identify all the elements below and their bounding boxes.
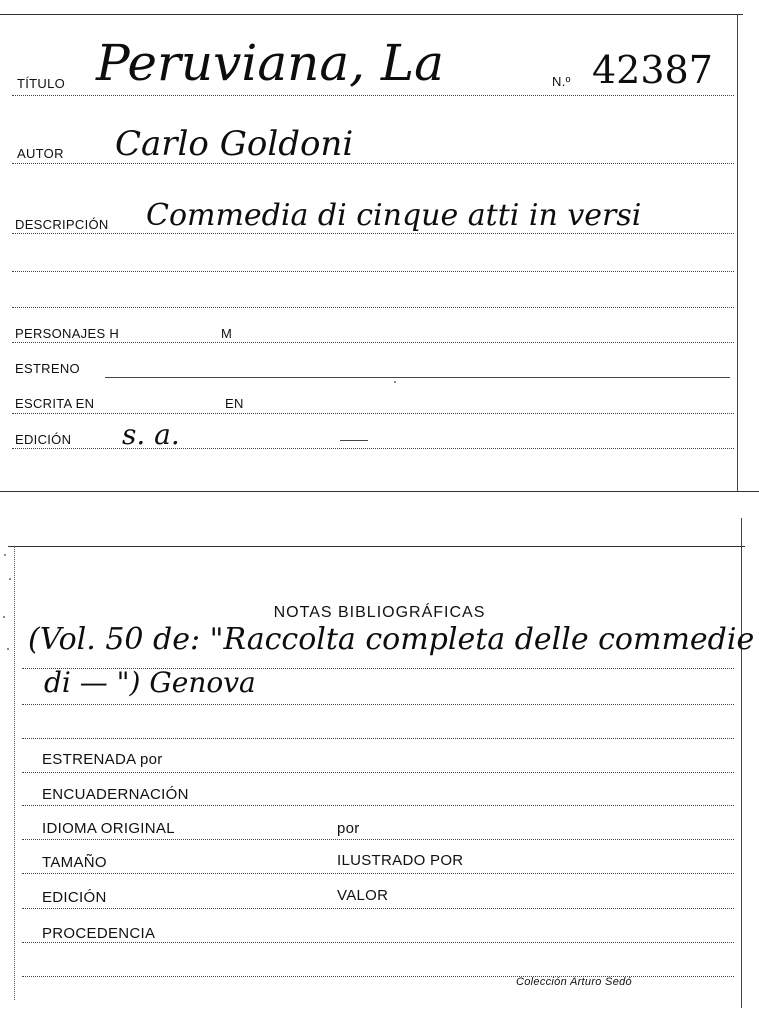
titulo-rule [12,95,734,96]
encuadernacion-rule [22,805,734,806]
bottom-card-top-edge [8,546,745,547]
notes-rule-3 [22,738,734,739]
speck-2 [9,578,11,580]
autor-value: Carlo Goldoni [115,124,354,164]
tamano-rule [22,873,734,874]
idioma-rule [22,839,734,840]
estreno-label: ESTRENO [15,361,80,376]
top-card-bottom-edge [0,491,759,492]
tamano-label: TAMAÑO [42,854,107,871]
notes-line-1: (Vol. 50 de: "Raccolta completa delle commedie [28,622,755,657]
idioma-label: IDIOMA ORIGINAL [42,820,175,837]
edicion-rule-bottom [22,908,734,909]
descripcion-value: Commedia di cinque atti in versi [146,198,642,233]
titulo-label: TÍTULO [17,76,66,91]
valor-label: VALOR [337,887,389,904]
speck-1 [4,554,6,556]
estrenada-label: ESTRENADA por [42,751,163,768]
personajes-rule [12,342,734,343]
titulo-value: Peruviana, La [96,34,444,92]
edicion-value: s. a. [122,418,180,451]
edicion-rule [12,448,734,449]
edicion-label: EDICIÓN [15,432,72,447]
notas-heading: NOTAS BIBLIOGRÁFICAS [273,604,486,621]
ink-speck [394,381,396,383]
descripcion-label: DESCRIPCIÓN [15,217,109,232]
personajes-m-label: M [221,326,233,341]
speck-4 [7,648,9,650]
notes-rule-2 [22,704,734,705]
autor-label: AUTOR [17,146,64,161]
notes-line-2: di — ") Genova [44,666,256,699]
collection-stamp: Colección Arturo Sedó [516,976,632,988]
ilustrado-label: ILUSTRADO POR [337,852,464,869]
escrita-en-label: EN [225,396,244,411]
escrita-rule [12,413,734,414]
top-card [0,0,759,492]
estrenada-rule [22,772,734,773]
number-value: 42387 [592,48,713,92]
blank-rule-2 [12,307,734,308]
personajes-label: PERSONAJES H [15,326,120,341]
procedencia-label: PROCEDENCIA [42,925,156,942]
estreno-rule [105,377,730,378]
edicion-label-bottom: EDICIÓN [42,889,107,906]
blank-rule-1 [12,271,734,272]
descripcion-rule [12,233,734,234]
number-prefix: N.º [552,74,571,89]
encuadernacion-label: ENCUADERNACIÓN [42,786,189,803]
ink-dash [340,440,368,441]
top-card-top-edge [0,14,743,15]
speck-3 [3,616,5,618]
idioma-por-label: por [337,820,360,837]
escrita-label: ESCRITA EN [15,396,95,411]
bottom-card [0,518,759,1028]
bottom-card-right-edge [741,518,742,1008]
procedencia-rule [22,942,734,943]
top-card-right-edge [737,14,738,492]
